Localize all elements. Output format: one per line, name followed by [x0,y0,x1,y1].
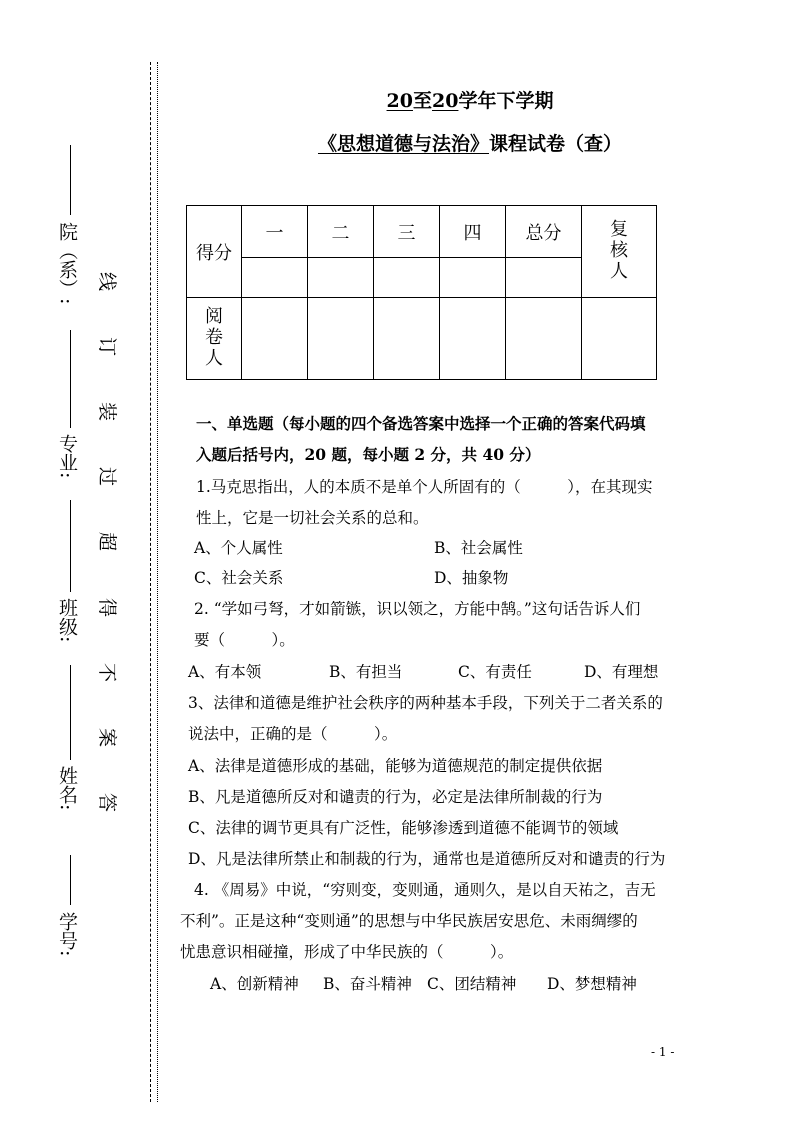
question-stem: 3、法律和道德是维护社会秩序的两种基本手段，下列关于二者关系的 [188,694,663,712]
class-blank[interactable] [70,500,71,592]
grader-sign-cell[interactable] [374,298,440,380]
class-label: 班级: [56,598,78,643]
score-cell[interactable] [308,258,374,298]
answer-option[interactable]: C、法律的调节更具有广泛性，能够渗透到道德不能调节的领域 [188,819,619,837]
answer-option[interactable]: A、个人属性 [194,539,283,557]
page-number: - 1 - [651,1045,675,1059]
notice-char: 得 [96,597,119,618]
question-stem: 忧患意识相碰撞，形成了中华民族的（ ）。 [180,943,514,961]
score-col-header: 三 [374,206,440,258]
answer-option[interactable]: C、社会关系 [194,569,284,587]
exam-term-title: 20至20学年下学期 [386,90,554,112]
score-col-header: 二 [308,206,374,258]
score-table [186,205,657,380]
answer-option[interactable]: B、有担当 [329,663,403,681]
binding-dotted-line [157,62,158,1102]
score-col-header: 总分 [506,206,582,258]
question-stem: 1.马克思指出，人的本质不是单个人所固有的（ ），在其现实 [196,478,653,496]
major-blank[interactable] [70,330,71,428]
notice-char: 订 [96,336,119,357]
question-stem: 性上，它是一切社会关系的总和。 [196,509,429,527]
question-stem: 说法中，正确的是（ ）。 [188,725,398,743]
notice-char: 过 [96,466,119,487]
reviewer-label: 复核人 [610,219,628,282]
answer-option[interactable]: B、奋斗精神 [323,975,412,993]
answer-option[interactable]: A、法律是道德形成的基础，能够为道德规范的制定提供依据 [188,757,603,775]
reviewer-cell [582,206,657,298]
question-stem: 不利”。正是这种“变则通”的思想与中华民族居安思危、未雨绸缪的 [180,912,638,930]
score-cell[interactable] [440,258,506,298]
grader-cell [187,298,242,380]
grader-label: 阅卷人 [205,306,223,369]
grader-sign-cell[interactable] [242,298,308,380]
question-stem: 4. 《周易》中说，“穷则变，变则通，通则久，是以自天祐之，吉无 [194,881,656,899]
notice-char: 装 [96,401,119,422]
student-id-label: 学号: [56,912,78,957]
grader-sign-cell[interactable] [440,298,506,380]
score-col-header: 一 [242,206,308,258]
student-id-blank[interactable] [70,855,71,905]
notice-char: 不 [96,662,119,683]
score-cell[interactable] [506,258,582,298]
score-cell[interactable] [374,258,440,298]
name-label: 姓名: [56,766,78,811]
score-cell[interactable] [242,258,308,298]
answer-option[interactable]: B、凡是道德所反对和谴责的行为，必定是法律所制裁的行为 [188,788,603,806]
score-col-header: 四 [440,206,506,258]
answer-option[interactable]: D、有理想 [584,663,659,681]
answer-option[interactable]: C、团结精神 [427,975,517,993]
answer-option[interactable]: D、梦想精神 [547,975,637,993]
question-stem: 要（ ）。 [194,631,295,649]
grader-sign-cell[interactable] [582,298,657,380]
major-label: 专业: [56,434,78,479]
notice-char: 案 [96,727,119,748]
answer-option[interactable]: A、创新精神 [210,975,299,993]
grader-sign-cell[interactable] [308,298,374,380]
notice-char: 超 [96,531,119,552]
answer-option[interactable]: D、抽象物 [434,569,509,587]
grader-sign-cell[interactable] [506,298,582,380]
score-label: 得分 [187,206,242,298]
answer-option[interactable]: B、社会属性 [434,539,523,557]
section-heading: 一、单选题（每小题的四个备选答案中选择一个正确的答案代码填 [196,414,646,433]
exam-course-title: 《思想道德与法治》课程试卷（查） [317,133,623,155]
binding-cut-line [150,62,151,1102]
answer-option[interactable]: C、有责任 [458,663,532,681]
course-name: 《思想道德与法治》 [317,133,489,155]
notice-char: 线 [96,271,119,292]
question-stem: 2. “学如弓弩，才如箭镞，识以领之，方能中鹄。”这句话告诉人们 [194,600,641,618]
answer-option[interactable]: D、凡是法律所禁止和制裁的行为，通常也是道德所反对和谴责的行为 [188,850,666,868]
department-label: 院（系）: [56,222,78,305]
answer-option[interactable]: A、有本领 [188,663,262,681]
name-blank[interactable] [70,665,71,760]
department-blank[interactable] [70,145,71,215]
section-heading: 入题后括号内，20 题，每小题 2 分，共 40 分） [196,445,541,464]
notice-char: 答 [96,792,119,813]
